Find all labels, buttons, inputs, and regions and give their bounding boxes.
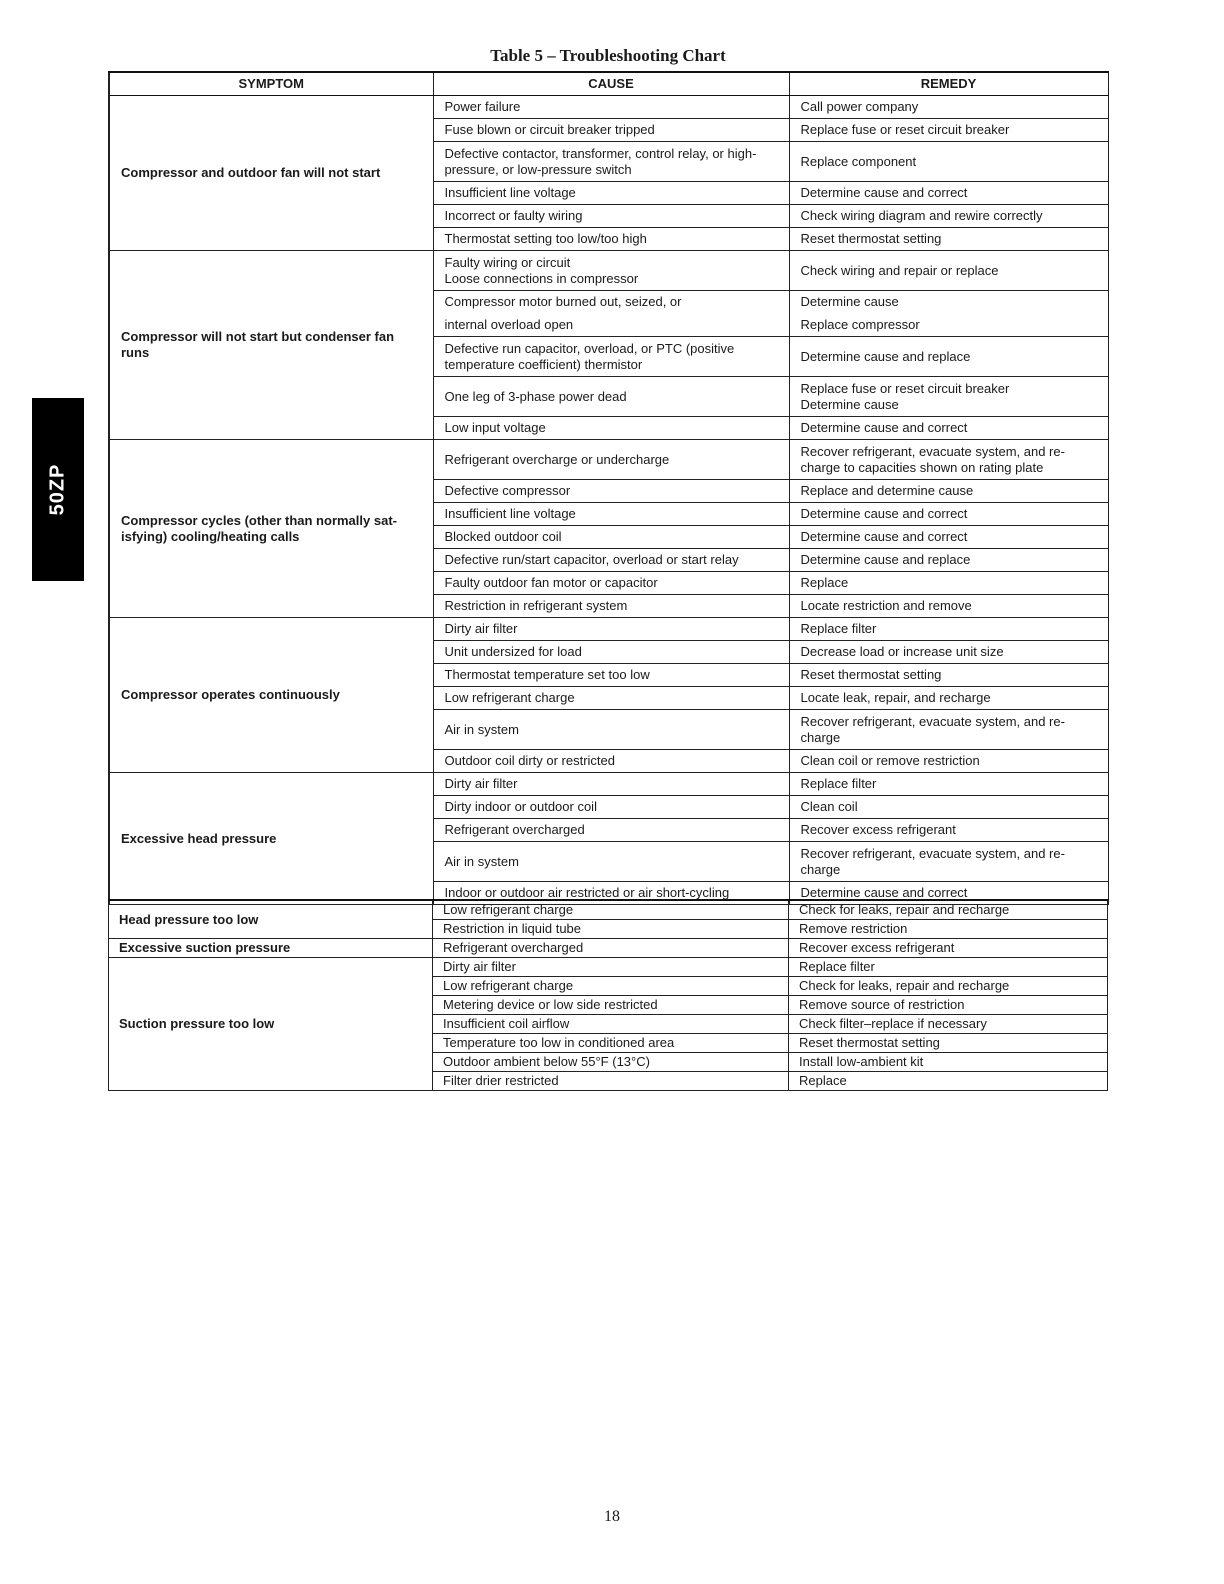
remedy-cell: Recover excess refrigerant	[789, 819, 1108, 842]
remedy-line: Determine cause	[800, 396, 899, 412]
remedy-cell: Check wiring diagram and rewire correctly	[789, 205, 1108, 228]
remedy-cell: Replace fuse or reset circuit breaker	[789, 119, 1108, 142]
remedy-cell: Clean coil or remove restriction	[789, 750, 1108, 773]
remedy-cell: Call power company	[789, 96, 1108, 119]
remedy-cell: Recover excess refrigerant	[789, 938, 1108, 957]
cause-cell: Refrigerant overcharged	[433, 938, 789, 957]
cause-cell: Thermostat setting too low/too high	[433, 228, 789, 251]
cause-cell: Outdoor coil dirty or restricted	[433, 750, 789, 773]
remedy-cell: Check wiring and repair or replace	[789, 251, 1108, 291]
cause-cell: Blocked outdoor coil	[433, 526, 789, 549]
cause-cell: Metering device or low side restricted	[433, 995, 789, 1014]
table-header-row	[109, 72, 1108, 96]
remedy-cell: Reset thermostat setting	[789, 1033, 1108, 1052]
remedy-cell: Determine cause and correct	[789, 882, 1108, 905]
cause-cell: Air in system	[433, 842, 789, 882]
remedy-cell: Replace filter	[789, 773, 1108, 796]
cause-cell: Fuse blown or circuit breaker tripped	[433, 119, 789, 142]
remedy-cell: Replace component	[789, 142, 1108, 182]
table-row	[109, 773, 1108, 796]
remedy-cell: Decrease load or increase unit size	[789, 641, 1108, 664]
cause-cell: Defective compressor	[433, 480, 789, 503]
symptom-cell: Compressor will not start but condenser fan runs	[109, 251, 433, 440]
side-tab-label: 50ZP	[46, 463, 69, 516]
cause-cell: Insufficient coil airflow	[433, 1014, 789, 1033]
symptom-cell: Excessive suction pressure	[109, 938, 433, 957]
cause-cell: Dirty air filter	[433, 773, 789, 796]
symptom-cell: Excessive head pressure	[109, 773, 433, 905]
remedy-cell: Locate restriction and remove	[789, 595, 1108, 618]
cause-cell: Temperature too low in conditioned area	[433, 1033, 789, 1052]
remedy-cell: Determine cause and replace	[789, 549, 1108, 572]
remedy-cell: Determine cause and correct	[789, 182, 1108, 205]
remedy-cell	[789, 377, 1108, 417]
remedy-cell: Recover refrigerant, evacuate system, and re-charge to capacities shown on rating plate	[789, 440, 1108, 480]
cause-cell: Air in system	[433, 710, 789, 750]
symptom-cell: Compressor cycles (other than normally sat-isfying) cooling/heating calls	[109, 440, 433, 618]
cause-cell: Faulty outdoor fan motor or capacitor	[433, 572, 789, 595]
table-row	[109, 618, 1108, 641]
symptom-cell: Head pressure too low	[109, 900, 433, 938]
remedy-cell: Clean coil	[789, 796, 1108, 819]
remedy-cell: Replace filter	[789, 618, 1108, 641]
remedy-cell: Recover refrigerant, evacuate system, and re-charge	[789, 710, 1108, 750]
cause-cell: Filter drier restricted	[433, 1071, 789, 1090]
remedy-cell: Remove restriction	[789, 919, 1108, 938]
table-row	[109, 251, 1108, 291]
cause-cell: One leg of 3-phase power dead	[433, 377, 789, 417]
remedy-cell: Replace compressor	[789, 314, 1108, 337]
cause-cell: Unit undersized for load	[433, 641, 789, 664]
header-cause: CAUSE	[433, 72, 789, 96]
cause-cell: Refrigerant overcharged	[433, 819, 789, 842]
remedy-cell: Replace filter	[789, 957, 1108, 976]
remedy-line: Replace fuse or reset circuit breaker	[800, 380, 1010, 396]
cause-cell	[433, 251, 789, 291]
cause-cell: Low input voltage	[433, 417, 789, 440]
remedy-cell: Replace and determine cause	[789, 480, 1108, 503]
cause-cell: Low refrigerant charge	[433, 976, 789, 995]
cause-cell: Compressor motor burned out, seized, or	[433, 291, 789, 314]
cause-cell: Thermostat temperature set too low	[433, 664, 789, 687]
table-title: Table 5 – Troubleshooting Chart	[490, 46, 726, 65]
cause-cell: Insufficient line voltage	[433, 182, 789, 205]
cause-cell: Defective run capacitor, overload, or PTC (positive temperature coefficient) thermistor	[433, 337, 789, 377]
remedy-cell: Check for leaks, repair and recharge	[789, 976, 1108, 995]
table-row	[109, 957, 1108, 976]
cause-cell: Power failure	[433, 96, 789, 119]
remedy-cell: Determine cause and correct	[789, 526, 1108, 549]
remedy-cell: Recover refrigerant, evacuate system, and re-charge	[789, 842, 1108, 882]
remedy-cell: Replace	[789, 1071, 1108, 1090]
troubleshooting-table-continued	[108, 899, 1108, 1091]
cause-line: Loose connections in compressor	[444, 270, 639, 286]
cause-cell: Indoor or outdoor air restricted or air short-cycling	[433, 882, 789, 905]
cause-cell: Low refrigerant charge	[433, 900, 789, 919]
remedy-cell: Replace	[789, 572, 1108, 595]
table-row	[109, 440, 1108, 480]
cause-cell: Restriction in refrigerant system	[433, 595, 789, 618]
side-tab	[32, 398, 84, 581]
remedy-cell: Check filter–replace if necessary	[789, 1014, 1108, 1033]
remedy-cell: Locate leak, repair, and recharge	[789, 687, 1108, 710]
remedy-cell: Determine cause and correct	[789, 503, 1108, 526]
cause-cell: Defective contactor, transformer, control relay, or high-pressure, or low-pressure switch	[433, 142, 789, 182]
symptom-cell: Compressor operates continuously	[109, 618, 433, 773]
table-row	[109, 900, 1108, 919]
remedy-cell: Remove source of restriction	[789, 995, 1108, 1014]
cause-cell: Insufficient line voltage	[433, 503, 789, 526]
remedy-cell: Determine cause and replace	[789, 337, 1108, 377]
table-row	[109, 938, 1108, 957]
remedy-cell: Determine cause	[789, 291, 1108, 314]
cause-line: Faulty wiring or circuit	[444, 254, 571, 270]
remedy-cell: Reset thermostat setting	[789, 664, 1108, 687]
remedy-cell: Install low-ambient kit	[789, 1052, 1108, 1071]
troubleshooting-table	[108, 71, 1109, 905]
cause-cell: Outdoor ambient below 55°F (13°C)	[433, 1052, 789, 1071]
cause-cell: internal overload open	[433, 314, 789, 337]
remedy-cell: Check for leaks, repair and recharge	[789, 900, 1108, 919]
cause-cell: Low refrigerant charge	[433, 687, 789, 710]
header-remedy: REMEDY	[789, 72, 1108, 96]
cause-cell: Incorrect or faulty wiring	[433, 205, 789, 228]
page-number: 18	[604, 1508, 620, 1525]
header-symptom: SYMPTOM	[109, 72, 433, 96]
remedy-cell: Determine cause and correct	[789, 417, 1108, 440]
remedy-cell: Reset thermostat setting	[789, 228, 1108, 251]
cause-cell: Restriction in liquid tube	[433, 919, 789, 938]
table-row	[109, 96, 1108, 119]
cause-cell: Dirty air filter	[433, 618, 789, 641]
symptom-cell: Compressor and outdoor fan will not start	[109, 96, 433, 251]
cause-cell: Dirty indoor or outdoor coil	[433, 796, 789, 819]
cause-cell: Dirty air filter	[433, 957, 789, 976]
cause-cell: Refrigerant overcharge or undercharge	[433, 440, 789, 480]
symptom-cell: Suction pressure too low	[109, 957, 433, 1090]
cause-cell: Defective run/start capacitor, overload or start relay	[433, 549, 789, 572]
